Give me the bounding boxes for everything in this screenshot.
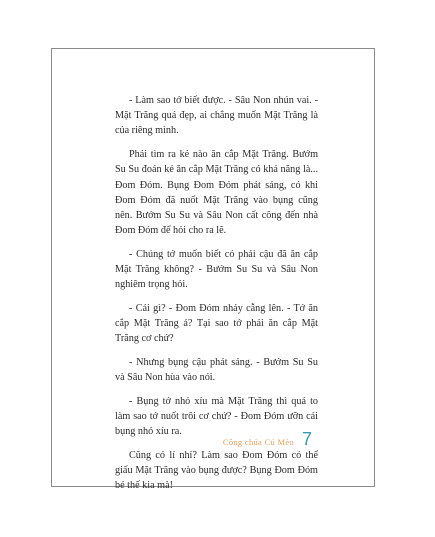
paragraph: - Nhưng bụng cậu phát sáng. - Bướm Su Su và Sâu Non hùa vào nói. [115, 357, 318, 384]
page-number: 7 [301, 429, 312, 449]
paragraph: - Bụng tớ nhỏ xíu mà Mặt Trăng thì quá to làm sao tớ nuốt trôi cơ chứ? - Đom Đóm ưỡn cái bụng nhỏ xíu ra. [115, 395, 318, 438]
paragraph: Cũng có lí nhỉ? Làm sao Đom Đóm có thể giấu Mặt Trăng vào bụng được? Bụng Đom Đóm bé thế kia mà! [115, 450, 318, 492]
book-page [51, 48, 375, 492]
paragraph: - Chúng tớ muốn biết có phải cậu đã ăn cắp Mặt Trăng không? - Bướm Su Su và Sâu Non nghiêm trọng hỏi. [115, 248, 318, 291]
paragraph: Phải tìm ra kẻ nào ăn cắp Mặt Trăng. Bướm Su Su đoán kẻ ăn cắp Mặt Trăng có khả năng là... Đom Đóm. Bụng Đom Đóm phát sáng, có khi Đom Đóm đã nuốt Mặt Trăng vào bụng cũng nên. Bướm Su Su và Sâu Non cất công đến nhà Đom Đóm để hỏi cho ra lẽ. [115, 149, 318, 237]
page-footer [223, 429, 312, 450]
paragraph: - Cái gì? - Đom Đóm nhảy cẫng lên. - Tớ ăn cắp Mặt Trăng á? Tại sao tớ phải ăn cắp Mặt Trăng cơ chứ? [115, 302, 318, 345]
running-title: Công chúa Cú Mèo [222, 437, 294, 447]
paragraph: - Làm sao tớ biết được. - Sâu Non nhún vai. - Mặt Trăng quá đẹp, ai chẳng muốn Mặt Trăng là của riêng mình. [115, 95, 318, 137]
